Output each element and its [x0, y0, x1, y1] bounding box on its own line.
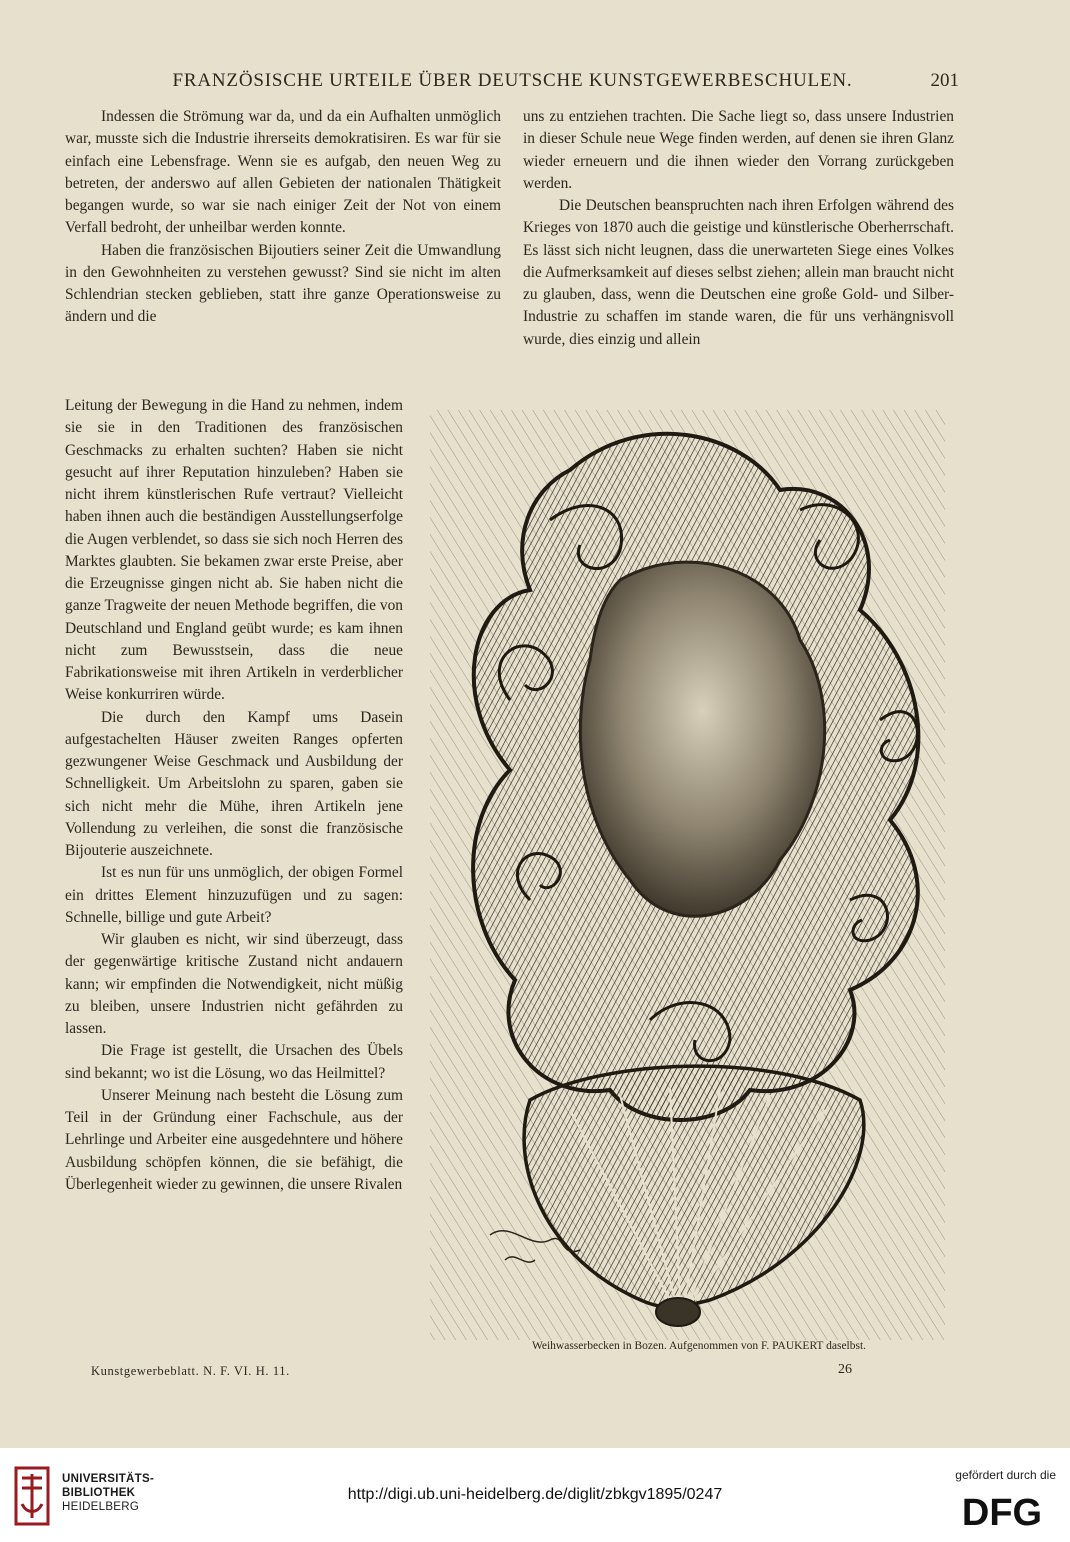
holy-water-font-engraving: [420, 400, 960, 1348]
left-column-bottom: [65, 395, 403, 1196]
page-number: 201: [930, 70, 959, 91]
right-column-top: [523, 106, 954, 351]
paragraph: Die Deutschen beanspruchten nach ihren Erfolgen während des Krieges von 1870 auch die geistige und künstlerische Oberherrschaft. Es lässt sich nicht leugnen, dass die unerwarteten Siege eines Volkes die Aufmerksamkeit auf dieses selbst ziehen; allein man braucht nicht zu glauben, dass, wenn die Deutschen eine große Gold- und Silber-Industrie zu schaffen im stande waren, die für uns verhängnisvoll wurde, dies einzig und allein: [523, 197, 954, 348]
paragraph: Indessen die Strömung war da, und da ein Aufhalten unmöglich war, musste sich die Industrie ihrerseits demokratisiren. Es war für sie einfach eine Lebensfrage. Wenn sie es aufgab, den neuen Weg zu betreten, der anderswo auf allen Gebieten der nationalen Thätigkeit begangen wurde, so war sie nach einiger Zeit der Not von einem Verfall bedroht, der unheilbar werden konnte.: [65, 108, 501, 237]
paragraph: Wir glauben es nicht, wir sind überzeugt, dass der gegenwärtige kritische Zustand nicht andauern kann; wir empfinden die Notwendigkeit, nicht müßig zu bleiben, unsere Industrien nicht gefährden zu lassen.: [65, 931, 403, 1037]
left-column-top: [65, 106, 501, 329]
library-footer-bar: [0, 1448, 1070, 1542]
institution-line: BIBLIOTHEK: [62, 1487, 136, 1499]
paragraph: Die durch den Kampf ums Dasein aufgestachelten Häuser zweiten Ranges opferten gezwungener Weise Geschmack und Ausbildung der Schnelligkeit. Um Arbeitslohn zu sparen, gaben sie sich nicht mehr die Mühe, ihren Artikeln jene Vollendung zu verleihen, die sonst die französische Bijouterie auszeichnete.: [65, 708, 403, 859]
paragraph: Die Frage ist gestellt, die Ursachen des Übels sind bekannt; wo ist die Lösung, wo das Heilmittel?: [65, 1042, 403, 1082]
institution-line: UNIVERSITÄTS-: [62, 1473, 155, 1485]
permalink-url[interactable]: http://digi.ub.uni-heidelberg.de/diglit/zbkgv1895/0247: [347, 1486, 723, 1503]
funder-label: gefördert durch die: [955, 1468, 1056, 1482]
dfg-logo-text: DFG: [961, 1492, 1043, 1530]
sheet-number: 26: [838, 1362, 852, 1377]
running-head-title: FRANZÖSISCHE URTEILE ÜBER DEUTSCHE KUNSTGEWERBESCHULEN.: [172, 70, 853, 91]
institution-line: HEIDELBERG: [62, 1501, 140, 1513]
basin-finial: [656, 1298, 700, 1326]
figure-caption: Weihwasserbecken in Bozen. Aufgenommen von F. PAUKERT daselbst.: [531, 1340, 867, 1352]
dfg-logo: [948, 1492, 1056, 1530]
paragraph: uns zu entziehen trachten. Die Sache liegt so, dass unsere Industrien in dieser Schule neue Wege finden werden, auf denen sie ihren Glanz wieder erneuern und die ihnen wieder den Vorrang zurückgeben werden.: [523, 108, 954, 192]
paragraph: Leitung der Bewegung in die Hand zu nehmen, indem sie sie in den Traditionen des französischen Geschmacks zu erhalten suchten? Haben sie nicht gesucht auf ihrer Reputation hinzuleben? Haben sie nicht ihrem künstlerischen Rufe vertraut? Vielleicht haben ihnen auch die beständigen Ausstellungserfolge die Augen verblendet, so dass sie sich noch Herren des Marktes glaubten. Sie bekamen zwar erste Preise, aber die Erzeugnisse gingen nicht ab. Sie haben nicht die ganze Tragweite der neuen Methode begriffen, die von Deutschland und England geübt wurde; es kam ihnen nicht zum Bewusstsein, dass die neue Fabrikationsweise mit ihren Artikeln in verderblicher Weise konkurriren würde.: [65, 397, 403, 704]
paragraph: Haben die französischen Bijoutiers seiner Zeit die Umwandlung in den Gewohnheiten zu verstehen gewusst? Sind sie nicht im alten Schlendrian stecken geblieben, statt ihre ganze Operationsweise zu ändern und die: [65, 241, 501, 326]
university-library-logo: [12, 1464, 52, 1528]
paragraph: Unserer Meinung nach besteht die Lösung zum Teil in der Gründung einer Fachschule, aus der Lehrlinge und Arbeiter eine ausgedehntere und höhere Ausbildung schöpfen können, die sie befähigt, die Überlegenheit wieder zu gewinnen, die unsere Rivalen: [65, 1086, 403, 1193]
paragraph: Ist es nun für uns unmöglich, der obigen Formel ein drittes Element hinzuzufügen und zu sagen: Schnelle, billige und gute Arbeit?: [65, 864, 403, 926]
journal-signature: Kunstgewerbeblatt. N. F. VI. H. 11.: [91, 1364, 290, 1378]
university-library-name: [62, 1472, 154, 1514]
